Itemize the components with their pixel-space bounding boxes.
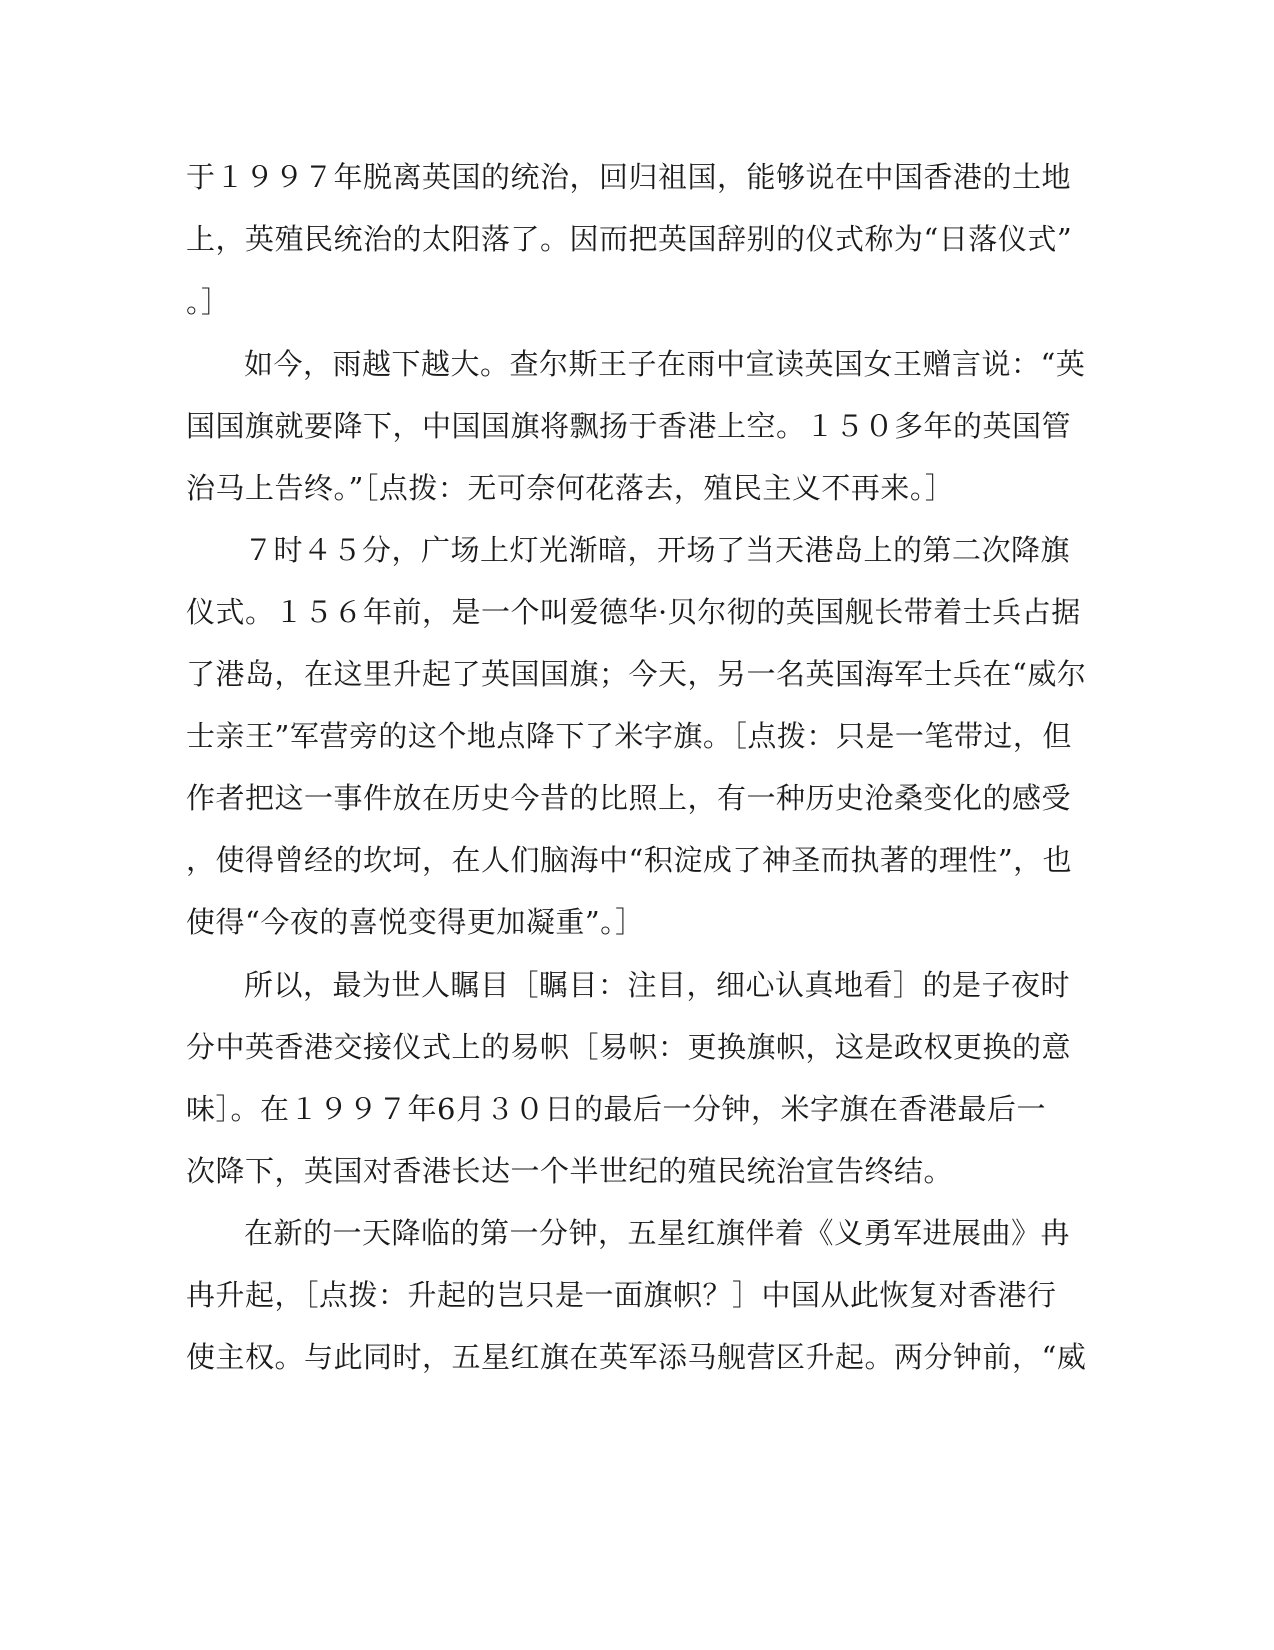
text-line: 味］。在１９９７年6月３０日的最后一分钟，米字旗在香港最后一 [186,1092,1046,1126]
paragraph-start-line: 所以，最为世人瞩目［瞩目：注目，细心认真地看］的是子夜时 [244,968,1071,1002]
text-line: 。］ [186,285,231,319]
text-line: 仪式。１５６年前，是一个叫爱德华·贝尔彻的英国舰长带着士兵占据 [186,595,1081,629]
text-line: 作者把这一事件放在历史今昔的比照上，有一种历史沧桑变化的感受 [186,781,1072,815]
paragraph-start-line: 在新的一天降临的第一分钟，五星红旗伴着《义勇军进展曲》冉 [244,1216,1071,1250]
text-line: 分中英香港交接仪式上的易帜［易帜：更换旗帜，这是政权更换的意 [186,1030,1072,1064]
paragraph-start-line: ７时４５分，广场上灯光渐暗，开场了当天港岛上的第二次降旗 [244,533,1071,567]
paragraph-start-line: 如今，雨越下越大。查尔斯王子在雨中宣读英国女王赠言说：“英 [244,347,1086,381]
text-line: 次降下，英国对香港长达一个半世纪的殖民统治宣告终结。 [186,1154,954,1188]
text-line: 冉升起，［点拨：升起的岂只是一面旗帜？］中国从此恢复对香港行 [186,1278,1057,1312]
text-line: 上，英殖民统治的太阳落了。因而把英国辞别的仪式称为“日落仪式” [186,222,1073,256]
text-line: 治马上告终。”［点拨：无可奈何花落去，殖民主义不再来。］ [186,471,955,505]
text-line: ，使得曾经的坎坷，在人们脑海中“积淀成了神圣而执著的理性”，也 [186,843,1073,877]
text-line: 使得“今夜的喜悦变得更加凝重”。］ [186,905,645,939]
text-line: 国国旗就要降下，中国国旗将飘扬于香港上空。１５０多年的英国管 [186,409,1072,443]
text-line: 于１９９７年脱离英国的统治，回归祖国，能够说在中国香港的土地 [186,160,1072,194]
text-line: 了港岛，在这里升起了英国国旗；今天，另一名英国海军士兵在“威尔 [186,657,1087,691]
text-line: 士亲王”军营旁的这个地点降下了米字旗。［点拨：只是一笔带过，但 [186,719,1072,753]
text-line: 使主权。与此同时，五星红旗在英军添马舰营区升起。两分钟前，“威 [186,1340,1087,1374]
